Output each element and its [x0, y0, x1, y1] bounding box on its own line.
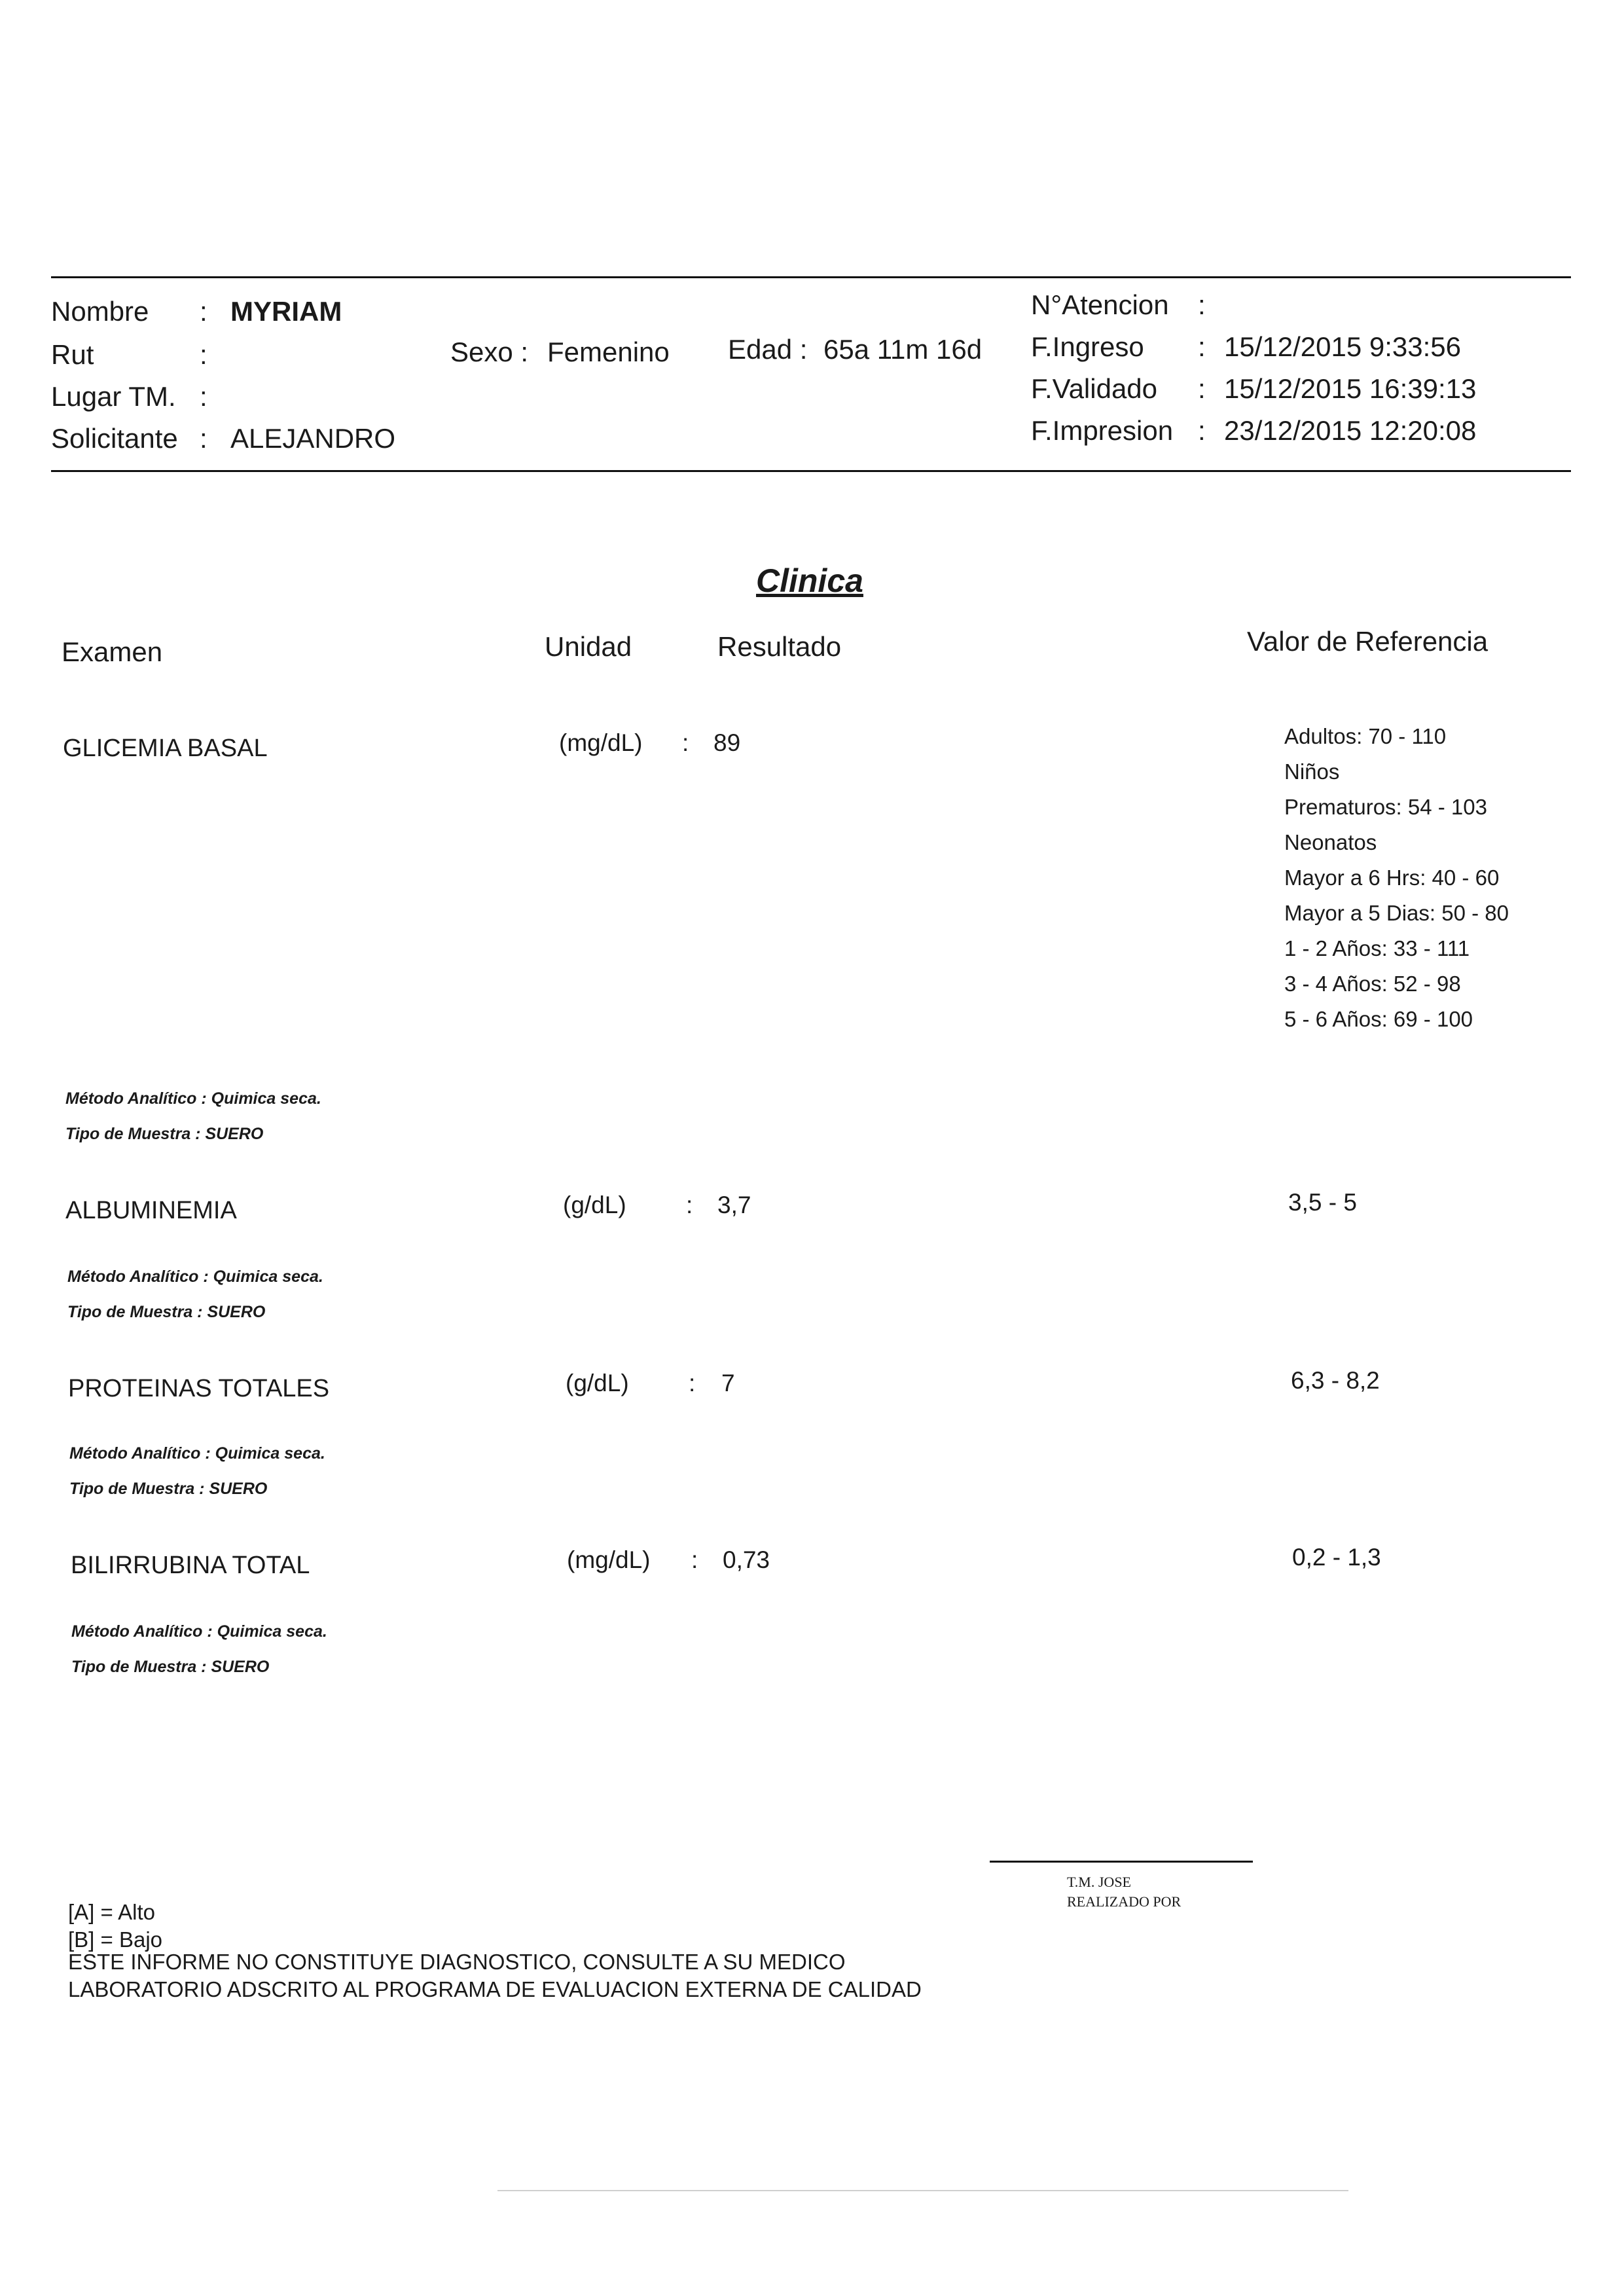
lugar-label: Lugar TM.	[51, 381, 176, 412]
header-bottom-rule	[51, 470, 1571, 472]
sexo-label: Sexo :	[450, 337, 529, 367]
exam-result: 0,73	[723, 1546, 770, 1573]
exam-name: PROTEINAS TOTALES	[68, 1375, 330, 1402]
exam-reference: 0,2 - 1,3	[1292, 1544, 1381, 1571]
column-referencia: Valor de Referencia	[1247, 626, 1489, 657]
solicitante-label: Solicitante	[51, 423, 178, 454]
reference-line: Mayor a 5 Dias: 50 - 80	[1284, 901, 1509, 925]
exam-colon: :	[686, 1192, 693, 1218]
exam-method: Método Analítico : Quimica seca.	[71, 1622, 327, 1641]
impresion-value: 23/12/2015 12:20:08	[1224, 415, 1477, 446]
reference-line: Neonatos	[1284, 830, 1377, 854]
impresion-colon: :	[1198, 415, 1206, 446]
exam-colon: :	[689, 1370, 696, 1396]
exam-reference	[1284, 724, 1509, 1042]
column-unidad: Unidad	[545, 631, 632, 662]
exam-name: BILIRRUBINA TOTAL	[71, 1552, 310, 1579]
validado-value: 15/12/2015 16:39:13	[1224, 373, 1477, 404]
quality-program: LABORATORIO ADSCRITO AL PROGRAMA DE EVALUACION EXTERNA DE CALIDAD	[68, 1977, 922, 2001]
exam-method: Método Analítico : Quimica seca.	[69, 1444, 325, 1463]
legend-alto: [A] = Alto	[68, 1900, 155, 1924]
reference-line: Prematuros: 54 - 103	[1284, 795, 1487, 819]
impresion-label: F.Impresion	[1031, 415, 1174, 446]
ingreso-value: 15/12/2015 9:33:56	[1224, 331, 1462, 362]
solicitante-colon: :	[200, 423, 208, 454]
reference-line: Mayor a 6 Hrs: 40 - 60	[1284, 866, 1500, 890]
exam-sample: Tipo de Muestra : SUERO	[67, 1303, 266, 1321]
section-title: Clinica	[756, 562, 863, 599]
validado-colon: :	[1198, 373, 1206, 404]
scan-artifact-line	[497, 2190, 1348, 2191]
nombre-colon: :	[200, 296, 208, 327]
nombre-label: Nombre	[51, 296, 149, 327]
edad-label: Edad :	[728, 334, 808, 365]
header-top-rule	[51, 276, 1571, 278]
exam-method: Método Analítico : Quimica seca.	[67, 1267, 323, 1286]
exam-name: GLICEMIA BASAL	[63, 735, 268, 762]
exam-colon: :	[691, 1546, 698, 1573]
reference-line: 3 - 4 Años: 52 - 98	[1284, 972, 1461, 996]
rut-label: Rut	[51, 339, 94, 370]
signature-line	[990, 1861, 1253, 1863]
exam-result: 7	[721, 1370, 735, 1396]
exam-unit: (mg/dL)	[567, 1546, 651, 1573]
exam-result: 89	[713, 729, 741, 756]
atencion-label: N°Atencion	[1031, 289, 1169, 320]
ingreso-label: F.Ingreso	[1031, 331, 1144, 362]
exam-unit: (g/dL)	[566, 1370, 629, 1396]
exam-unit: (mg/dL)	[559, 729, 643, 756]
solicitante-value: ALEJANDRO	[230, 423, 396, 454]
sexo-value: Femenino	[547, 337, 670, 367]
reference-line: 1 - 2 Años: 33 - 111	[1284, 936, 1470, 960]
validado-label: F.Validado	[1031, 373, 1158, 404]
exam-reference: 6,3 - 8,2	[1291, 1367, 1380, 1394]
legend-bajo: [B] = Bajo	[68, 1927, 163, 1952]
reference-line: 5 - 6 Años: 69 - 100	[1284, 1007, 1473, 1031]
reference-line: Niños	[1284, 759, 1340, 784]
nombre-value: MYRIAM	[230, 296, 342, 327]
exam-name: ALBUMINEMIA	[65, 1197, 237, 1224]
exam-unit: (g/dL)	[563, 1192, 626, 1218]
exam-sample: Tipo de Muestra : SUERO	[65, 1125, 264, 1143]
atencion-colon: :	[1198, 289, 1206, 320]
reference-line: Adultos: 70 - 110	[1284, 724, 1447, 748]
exam-method: Método Analítico : Quimica seca.	[65, 1089, 321, 1108]
rut-colon: :	[200, 339, 208, 370]
signature-role: REALIZADO POR	[1067, 1893, 1182, 1910]
ingreso-colon: :	[1198, 331, 1206, 362]
column-resultado: Resultado	[717, 631, 842, 662]
exam-result: 3,7	[717, 1192, 751, 1218]
edad-value: 65a 11m 16d	[823, 334, 983, 365]
lugar-colon: :	[200, 381, 208, 412]
exam-sample: Tipo de Muestra : SUERO	[69, 1480, 268, 1498]
exam-reference: 3,5 - 5	[1288, 1189, 1357, 1216]
column-examen: Examen	[62, 636, 163, 667]
disclaimer: ESTE INFORME NO CONSTITUYE DIAGNOSTICO, CONSULTE A SU MEDICO	[68, 1950, 846, 1974]
signature-name: T.M. JOSE	[1067, 1874, 1131, 1890]
exam-sample: Tipo de Muestra : SUERO	[71, 1658, 270, 1676]
exam-colon: :	[682, 729, 689, 756]
